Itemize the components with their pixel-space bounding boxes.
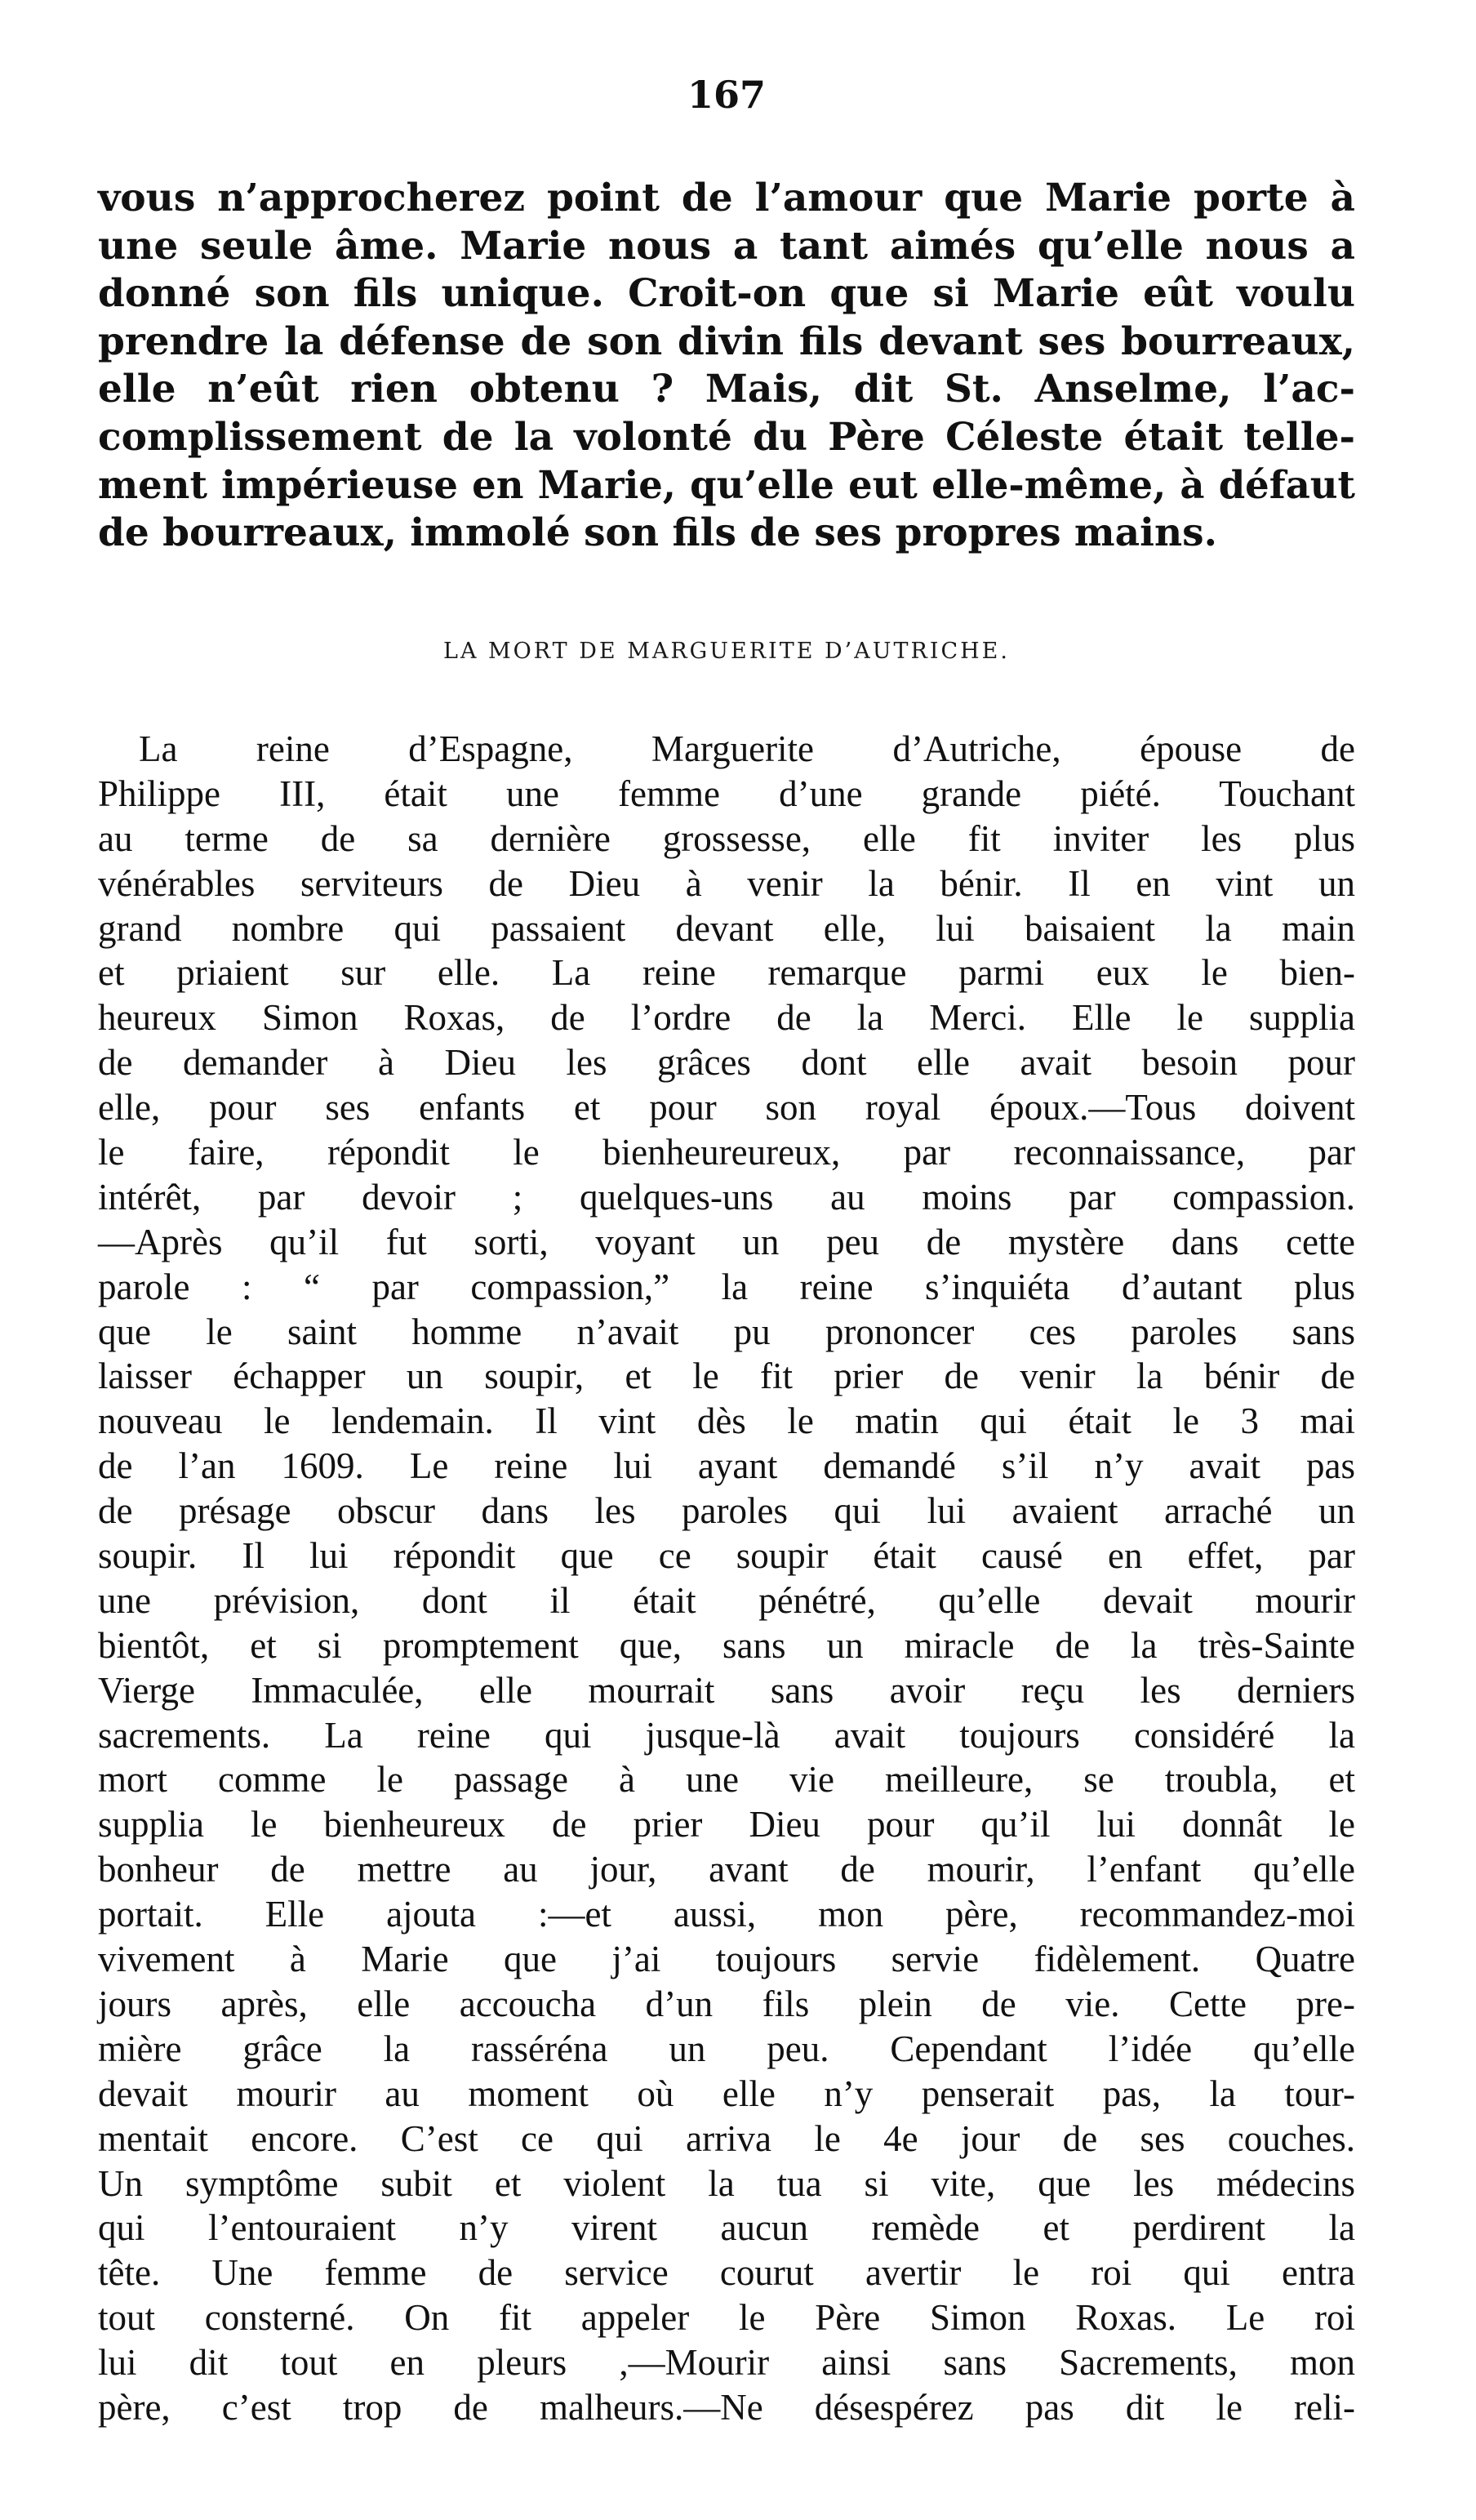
text-line: laisser échapper un soupir, et le fit prier de venir la bénir de <box>98 1356 1355 1397</box>
text-line: une prévision, dont il était pénétré, qu’elle devait mourir <box>98 1579 1355 1621</box>
text-line: —Après qu’il fut sorti, voyant un peu de mystère dans cette <box>98 1221 1355 1262</box>
text-line: grand nombre qui passaient devant elle, lui baisaient la main <box>98 907 1355 949</box>
text-line: tout consterné. On fit appeler le Père Simon Roxas. Le roi <box>98 2297 1355 2339</box>
text-line: La reine d’Espagne, Marguerite d’Autriche, épouse de <box>139 728 1355 769</box>
text-line: Philippe III, était une femme d’une grande piété. Touchant <box>98 772 1355 814</box>
text-line: soupir. Il lui répondit que ce soupir était causé en effet, par <box>98 1535 1355 1577</box>
text-line: parole : “ par compassion,” la reine s’inquiéta d’autant plus <box>98 1266 1355 1307</box>
text-line: devait mourir au moment où elle n’y penserait pas, la tour- <box>98 2073 1355 2114</box>
text-line: de bourreaux, immolé son fils de ses propres mains. <box>98 510 1217 555</box>
text-line: au terme de sa dernière grossesse, elle fit inviter les plus <box>98 817 1355 859</box>
text-line: vous n’approcherez point de l’amour que Marie porte à <box>98 176 1355 220</box>
text-line: et priaient sur elle. La reine remarque parmi eux le bien- <box>98 952 1355 994</box>
text-line: Un symptôme subit et violent la tua si vite, que les médecins <box>98 2162 1355 2204</box>
page-number: 167 <box>687 73 767 117</box>
text-line: qui l’entouraient n’y virent aucun remède et perdirent la <box>98 2207 1355 2249</box>
text-line: mière grâce la rasséréna un peu. Cependant l’idée qu’elle <box>98 2028 1355 2069</box>
text-line: Vierge Immaculée, elle mourrait sans avoir reçu les derniers <box>98 1669 1355 1711</box>
text-line: que le saint homme n’avait pu prononcer ces paroles sans <box>98 1311 1355 1352</box>
text-line: sacrements. La reine qui jusque-là avait toujours considéré la <box>98 1714 1355 1756</box>
text-line: elle, pour ses enfants et pour son royal époux.—Tous doivent <box>98 1087 1355 1129</box>
text-line: père, c’est trop de malheurs.—Ne désespérez pas dit le reli- <box>98 2386 1355 2428</box>
text-line: une seule âme. Marie nous a tant aimés qu’elle nous a <box>98 223 1355 269</box>
text-line: mentait encore. C’est ce qui arriva le 4e jour de ses couches. <box>98 2117 1355 2159</box>
text-line: vivement à Marie que j’ai toujours servie fidèlement. Quatre <box>98 1939 1355 1980</box>
text-line: de demander à Dieu les grâces dont elle avait besoin pour <box>98 1042 1355 1084</box>
text-line: complissement de la volonté du Père Céleste était telle- <box>98 414 1355 460</box>
text-line: ment impérieuse en Marie, qu’elle eut elle-même, à défaut <box>98 462 1355 507</box>
text-line: bonheur de mettre au jour, avant de mourir, l’enfant qu’elle <box>98 1849 1355 1890</box>
text-line: lui dit tout en pleurs ,—Mourir ainsi sans Sacrements, mon <box>98 2342 1355 2384</box>
text-line: donné son fils unique. Croit-on que si Marie eût voulu <box>98 271 1355 316</box>
text-line: bientôt, et si promptement que, sans un miracle de la très-Sainte <box>98 1624 1355 1666</box>
text-line: prendre la défense de son divin fils devant ses bourreaux, <box>98 318 1355 364</box>
text-line: mort comme le passage à une vie meilleure, se troubla, et <box>98 1759 1355 1801</box>
section-heading: LA MORT DE MARGUERITE D’AUTRICHE. <box>443 639 1010 664</box>
text-line: intérêt, par devoir ; quelques-uns au moins par compassion. <box>98 1176 1355 1218</box>
text-line: supplia le bienheureux de prier Dieu pour qu’il lui donnât le <box>98 1804 1355 1845</box>
text-line: jours après, elle accoucha d’un fils plein de vie. Cette pre- <box>98 1983 1355 2024</box>
paragraph-story <box>98 727 1355 2430</box>
text-line: vénérables serviteurs de Dieu à venir la bénir. Il en vint un <box>98 862 1355 904</box>
text-line: nouveau le lendemain. Il vint dès le matin qui était le 3 mai <box>98 1400 1355 1442</box>
text-line: elle n’eût rien obtenu ? Mais, dit St. Anselme, l’ac- <box>98 367 1355 412</box>
paragraph-intro <box>98 175 1355 557</box>
text-line: heureux Simon Roxas, de l’ordre de la Merci. Elle le supplia <box>98 997 1355 1039</box>
text-line: le faire, répondit le bienheureureux, par reconnaissance, par <box>98 1132 1355 1173</box>
text-line: tête. Une femme de service courut avertir le roi qui entra <box>98 2252 1355 2294</box>
text-line: de présage obscur dans les paroles qui lui avaient arraché un <box>98 1490 1355 1532</box>
text-line: portait. Elle ajouta :—et aussi, mon père, recommandez-moi <box>98 1894 1355 1935</box>
text-line: de l’an 1609. Le reine lui ayant demandé s’il n’y avait pas <box>98 1445 1355 1487</box>
